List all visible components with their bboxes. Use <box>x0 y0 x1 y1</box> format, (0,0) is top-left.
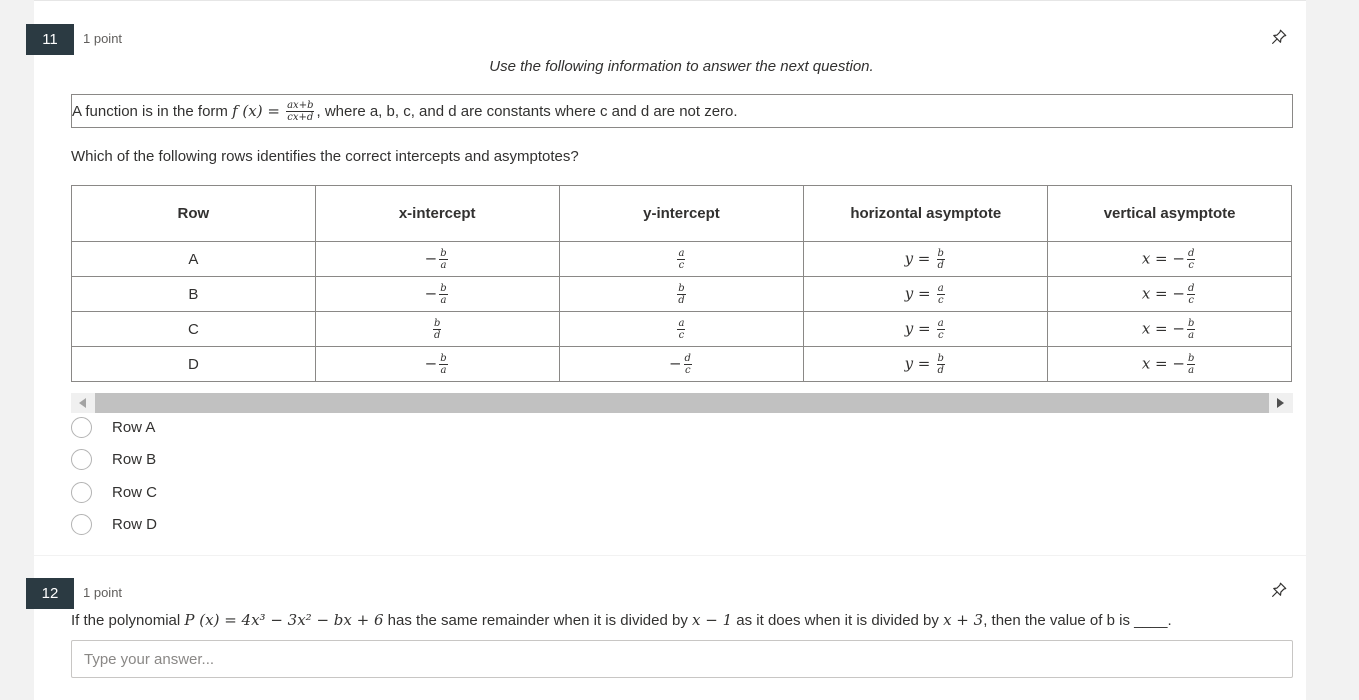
cell-vertical-asymptote <box>1048 312 1292 347</box>
table-header-row <box>72 186 1292 242</box>
sign: − <box>424 248 438 267</box>
sign: − <box>424 353 438 372</box>
question-points: 1 point <box>83 31 123 46</box>
choice-row-c[interactable] <box>71 481 157 503</box>
answer-input[interactable] <box>71 640 1293 678</box>
sign: − <box>668 353 682 372</box>
question-prompt <box>71 611 1172 629</box>
polynomial-expression: P (x) = 4x³ − 3x² − bx + 6 <box>184 611 384 629</box>
cell-row-label: C <box>72 312 316 347</box>
question-number: 11 <box>26 24 74 55</box>
info-text-after: , where a, b, c, and d are constants where c and d are not zero. <box>316 102 738 120</box>
fraction <box>1187 283 1195 306</box>
fraction-denominator: a <box>440 364 447 376</box>
fraction-numerator: ax+b <box>287 99 314 111</box>
question-points: 1 point <box>83 585 123 600</box>
equation-prefix: x = − <box>1141 283 1185 302</box>
divisor-expression: x + 3 <box>943 611 984 629</box>
question-prompt: Which of the following rows identifies the correct intercepts and asymptotes? <box>71 148 579 165</box>
fraction <box>439 353 447 376</box>
cell-horizontal-asymptote <box>804 242 1048 277</box>
table-scrollbar[interactable] <box>71 393 1293 413</box>
table-row <box>72 242 1292 277</box>
cell-x-intercept <box>315 347 559 382</box>
equation-prefix: x = − <box>1141 318 1185 337</box>
fraction <box>433 318 441 341</box>
question-number: 12 <box>26 578 74 609</box>
choice-label: Row B <box>112 450 157 468</box>
cell-vertical-asymptote <box>1048 242 1292 277</box>
choice-row-a[interactable] <box>71 416 155 438</box>
function-expression: f (x) = <box>232 102 280 120</box>
fraction-denominator: c <box>1188 294 1194 306</box>
info-instruction: Use the following information to answer the next question. <box>489 58 874 75</box>
fraction <box>1187 353 1195 376</box>
fraction-denominator: c <box>1188 259 1194 271</box>
header-horizontal-asymptote: horizontal asymptote <box>804 186 1048 242</box>
fraction <box>439 283 447 306</box>
fraction-numerator: b <box>440 352 447 364</box>
prompt-text: If the polynomial <box>71 612 181 629</box>
scroll-left-icon[interactable] <box>79 398 86 408</box>
info-box <box>71 94 1293 128</box>
fraction-denominator: d <box>678 294 685 306</box>
equation-prefix: x = − <box>1141 248 1185 267</box>
header-x-intercept: x-intercept <box>315 186 559 242</box>
equation-prefix: x = − <box>1141 353 1185 372</box>
fraction <box>1187 248 1195 271</box>
equation-prefix: y = <box>904 318 931 337</box>
scroll-right-icon[interactable] <box>1277 398 1284 408</box>
fraction-numerator: b <box>1187 317 1195 329</box>
equation-prefix: y = <box>904 353 931 372</box>
choice-label: Row D <box>112 515 158 533</box>
fraction-numerator: b <box>433 317 441 329</box>
choice-label: Row A <box>112 418 156 436</box>
pin-icon[interactable] <box>1270 28 1288 46</box>
radio-icon[interactable] <box>71 449 92 470</box>
fraction-numerator: b <box>440 282 447 294</box>
fraction <box>1187 318 1195 341</box>
fraction-denominator: a <box>440 294 447 306</box>
sign: − <box>424 283 438 302</box>
fraction-numerator: b <box>937 352 944 364</box>
cell-y-intercept <box>559 277 804 312</box>
cell-x-intercept <box>315 312 559 347</box>
equation-prefix: y = <box>904 248 931 267</box>
cell-y-intercept <box>559 347 804 382</box>
prompt-text: has the same remainder when it is divided by <box>387 612 688 629</box>
fraction-denominator: c <box>678 259 685 271</box>
table-row <box>72 347 1292 382</box>
prompt-text: , then the value of b is ____. <box>983 612 1172 629</box>
radio-icon[interactable] <box>71 417 92 438</box>
fraction-denominator: cx+d <box>287 111 314 123</box>
fraction-numerator: a <box>678 317 685 329</box>
function-fraction <box>286 100 314 123</box>
fraction <box>677 248 685 271</box>
cell-vertical-asymptote <box>1048 277 1292 312</box>
fraction-denominator: c <box>937 329 944 341</box>
fraction-numerator: b <box>1187 352 1195 364</box>
fraction-numerator: b <box>678 282 685 294</box>
header-row: Row <box>72 186 316 242</box>
cell-vertical-asymptote <box>1048 347 1292 382</box>
fraction <box>677 283 685 306</box>
fraction <box>937 353 945 376</box>
fraction-denominator: c <box>678 329 685 341</box>
fraction <box>677 318 685 341</box>
fraction-numerator: a <box>678 247 685 259</box>
cell-horizontal-asymptote <box>804 277 1048 312</box>
cell-row-label: A <box>72 242 316 277</box>
fraction <box>937 318 945 341</box>
question-card-12 <box>34 556 1306 700</box>
radio-icon[interactable] <box>71 482 92 503</box>
fraction-denominator: a <box>440 259 447 271</box>
cell-horizontal-asymptote <box>804 347 1048 382</box>
fraction-numerator: d <box>1187 282 1195 294</box>
radio-icon[interactable] <box>71 514 92 535</box>
fraction-denominator: a <box>1188 364 1195 376</box>
cell-x-intercept <box>315 277 559 312</box>
info-text-before: A function is in the form <box>72 102 228 120</box>
choice-row-b[interactable] <box>71 448 156 470</box>
equation-prefix: y = <box>904 283 931 302</box>
fraction-numerator: b <box>937 247 944 259</box>
header-vertical-asymptote: vertical asymptote <box>1048 186 1292 242</box>
table-row <box>72 277 1292 312</box>
fraction <box>439 248 447 271</box>
fraction-denominator: d <box>937 259 944 271</box>
cell-y-intercept <box>559 242 804 277</box>
cell-x-intercept <box>315 242 559 277</box>
cell-horizontal-asymptote <box>804 312 1048 347</box>
fraction <box>937 283 945 306</box>
fraction-numerator: d <box>684 352 691 364</box>
scroll-thumb[interactable] <box>95 393 1269 413</box>
pin-icon[interactable] <box>1270 581 1288 599</box>
fraction-denominator: c <box>937 294 944 306</box>
header-y-intercept: y-intercept <box>559 186 804 242</box>
fraction-denominator: c <box>684 364 691 376</box>
fraction-numerator: d <box>1187 247 1195 259</box>
fraction-denominator: d <box>937 364 944 376</box>
fraction-numerator: a <box>937 282 944 294</box>
fraction-denominator: a <box>1188 329 1195 341</box>
intercepts-table <box>71 185 1292 382</box>
prompt-text: as it does when it is divided by <box>736 612 939 629</box>
cell-row-label: B <box>72 277 316 312</box>
table-row <box>72 312 1292 347</box>
fraction-numerator: b <box>440 247 447 259</box>
choice-row-d[interactable] <box>71 513 157 535</box>
fraction <box>684 353 692 376</box>
choice-label: Row C <box>112 483 158 501</box>
divisor-expression: x − 1 <box>692 611 733 629</box>
cell-y-intercept <box>559 312 804 347</box>
question-card-11 <box>34 0 1306 555</box>
fraction <box>937 248 945 271</box>
fraction-denominator: d <box>433 329 441 341</box>
cell-row-label: D <box>72 347 316 382</box>
fraction-numerator: a <box>937 317 944 329</box>
